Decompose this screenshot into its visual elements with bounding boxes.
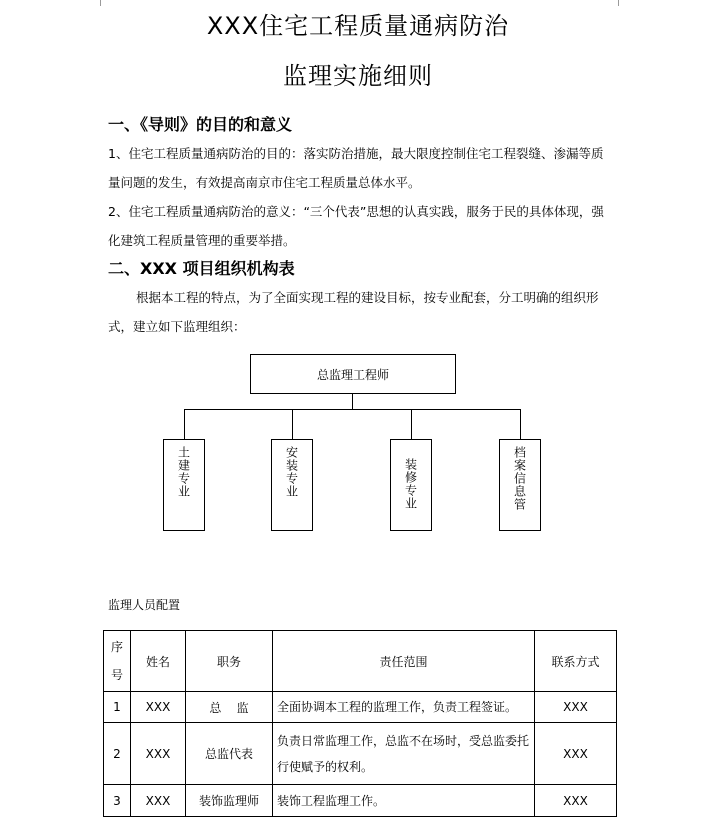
table-row — [104, 723, 617, 785]
section1-paragraph2: 2、住宅工程质量通病防治的意义：“三个代表”思想的认真实践，服务于民的具体体现，强化建筑工程质量管理的重要举措。 — [108, 204, 604, 248]
table-row — [104, 692, 617, 723]
org-branch-label-3: 装修专业 — [403, 458, 418, 510]
cell-seq: 2 — [104, 723, 131, 785]
header-seq: 序号 — [104, 631, 131, 692]
org-branch-box-4 — [499, 439, 541, 531]
header-contact: 联系方式 — [535, 631, 617, 692]
header-scope: 责任范围 — [273, 631, 535, 692]
section2-heading: 二、XXX 项目组织机构表 — [108, 259, 295, 278]
org-branch-box-2 — [271, 439, 313, 531]
document-title-line2: 监理实施细则 — [283, 62, 433, 90]
staff-table — [103, 630, 617, 817]
section1-heading: 一、《导则》的目的和意义 — [108, 115, 293, 134]
cell-name: XXX — [131, 723, 186, 785]
org-connector-drop-2 — [292, 409, 293, 439]
org-top-box — [250, 354, 456, 394]
cell-contact: XXX — [535, 692, 617, 723]
cell-scope: 装饰工程监理工作。 — [273, 785, 535, 817]
header-name: 姓名 — [131, 631, 186, 692]
section1-paragraph1: 1、住宅工程质量通病防治的目的：落实防治措施，最大限度控制住宅工程裂缝、渗漏等质量问题的发生，有效提高南京市住宅工程质量总体水平。 — [108, 146, 604, 190]
staff-caption: 监理人员配置 — [108, 598, 181, 612]
org-connector-drop-3 — [411, 409, 412, 439]
org-branch-label-1: 土建专业 — [176, 446, 191, 498]
cell-name: XXX — [131, 692, 186, 723]
document-title-line1: XXX住宅工程质量通病防治 — [206, 12, 510, 40]
org-connector-trunk — [352, 393, 353, 410]
cell-role: 装饰监理师 — [186, 785, 273, 817]
cell-role: 总 监 — [186, 692, 273, 723]
cell-seq: 3 — [104, 785, 131, 817]
cell-seq: 1 — [104, 692, 131, 723]
cell-scope: 全面协调本工程的监理工作，负责工程签证。 — [273, 692, 535, 723]
table-header-row — [104, 631, 617, 692]
cell-role: 总监代表 — [186, 723, 273, 785]
cell-name: XXX — [131, 785, 186, 817]
org-branch-label-4: 档案信息管 — [512, 446, 527, 511]
table-row — [104, 785, 617, 817]
org-branch-box-3 — [390, 439, 432, 531]
section2-intro: 根据本工程的特点，为了全面实现工程的建设目标，按专业配套，分工明确的组织形式，建立如下监理组织： — [108, 290, 599, 334]
cell-contact: XXX — [535, 723, 617, 785]
cell-scope: 负责日常监理工作，总监不在场时，受总监委托行使赋予的权利。 — [273, 723, 535, 785]
org-top-label: 总监理工程师 — [316, 367, 389, 382]
header-role: 职务 — [186, 631, 273, 692]
cell-contact: XXX — [535, 785, 617, 817]
org-connector-drop-1 — [184, 409, 185, 439]
org-connector-drop-4 — [520, 409, 521, 439]
org-connector-bar — [184, 409, 520, 410]
org-branch-box-1 — [163, 439, 205, 531]
org-branch-label-2: 安装专业 — [284, 446, 299, 498]
